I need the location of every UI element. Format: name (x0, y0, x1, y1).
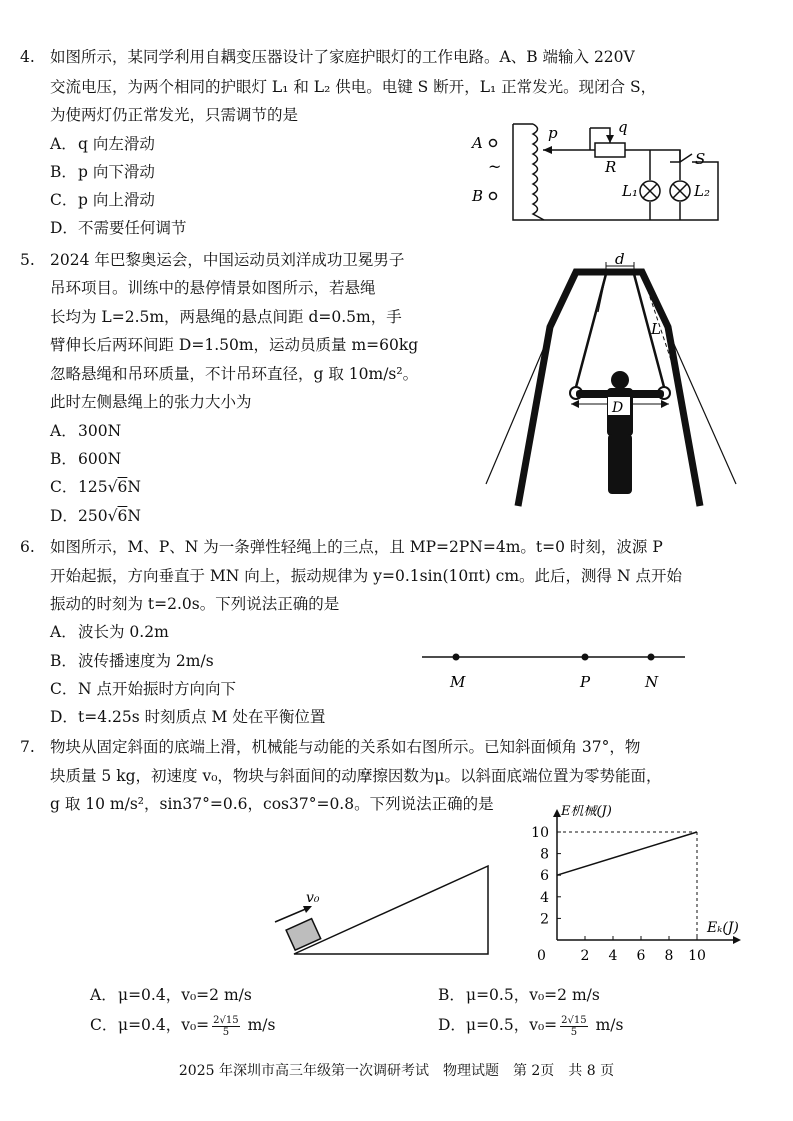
question-text-line: 振动的时刻为 t=2.0s。下列说法正确的是 (50, 595, 340, 613)
x-axis-arrow (733, 936, 741, 944)
option-a[interactable]: A．300N (50, 422, 122, 440)
option-a[interactable]: A．波长为 0.2m (50, 623, 169, 641)
question-number: 4. (20, 48, 35, 66)
energy-chart (505, 805, 760, 980)
page-footer: 2025 年深圳市高三年级第一次调研考试 物理试题 第 2页 共 8 页 (178, 1063, 615, 1079)
gymnast-head (611, 371, 629, 389)
label-s: S (695, 150, 706, 168)
x-tick-label: 6 (636, 948, 646, 964)
question-text-line: 物块从固定斜面的底端上滑，机械能与动能的关系如右图所示。已知斜面倾角 37°，物 (50, 738, 641, 756)
y-axis-label: E机械(J) (561, 805, 612, 819)
switch-s (680, 154, 692, 162)
option-d[interactable]: D．μ=0.5，v₀= $\frac{2√15}{5}$ m/s (438, 1014, 624, 1038)
point-n (648, 654, 655, 661)
gymnastics-rings-diagram (478, 252, 740, 510)
rope-left (576, 274, 606, 387)
question-number: 6. (20, 538, 35, 556)
y-tick-label: 2 (540, 911, 549, 928)
label-l1: L₁ (622, 182, 638, 200)
question-text-line: 此时左侧悬绳上的张力大小为 (50, 393, 252, 411)
question-text-line: 为使两灯仍正常发光，只需调节的是 (50, 106, 299, 124)
incline-diagram (270, 860, 500, 960)
terminal-a (490, 140, 497, 147)
x-tick-label: 2 (580, 948, 590, 964)
question-text-line: g 取 10 m/s²，sin37°=0.6，cos37°=0.8。下列说法正确的是 (50, 795, 494, 813)
option-b[interactable]: B．μ=0.5，v₀=2 m/s (438, 986, 600, 1004)
option-a[interactable]: A．μ=0.4，v₀=2 m/s (90, 986, 252, 1004)
option-d[interactable]: D．不需要任何调节 (50, 219, 187, 237)
gymnast-legs (608, 434, 632, 494)
lamp-l1-cross (643, 184, 657, 198)
label-p: p (548, 124, 558, 142)
question-text-line: 忽略悬绳和吊环质量，不计吊环直径，g 取 10m/s²。 (50, 365, 419, 383)
option-c[interactable]: C．125√6N (50, 478, 141, 496)
option-b[interactable]: B．600N (50, 450, 122, 468)
question-text-line: 如图所示，M、P、N 为一条弹性轻绳上的三点，且 MP=2PN=4m。t=0 时刻，波源 P (50, 538, 663, 556)
question-text-line: 吊环项目。训练中的悬停情景如图所示，若悬绳 (50, 279, 376, 297)
option-b[interactable]: B．波传播速度为 2m/s (50, 652, 214, 670)
option-a[interactable]: A．q 向左滑动 (50, 135, 155, 153)
label-q: q (618, 118, 628, 136)
lamp-l2-cross (673, 184, 687, 198)
question-text-line: 开始起振，方向垂直于 MN 向上，振动规律为 y=0.1sin(10πt) cm。此后，测得 N 点开始 (50, 567, 682, 585)
question-text-line: 2024 年巴黎奥运会，中国运动员刘洋成功卫冕男子 (50, 251, 405, 269)
rope-left-inner (598, 274, 606, 312)
point-p (582, 654, 589, 661)
option-c[interactable]: C．μ=0.4，v₀= $\frac{2√15}{5}$ m/s (90, 1014, 276, 1038)
transformer-circuit-diagram (460, 110, 730, 248)
point-m (453, 654, 460, 661)
question-number: 5. (20, 251, 35, 269)
label-d: d (615, 252, 625, 268)
block (286, 919, 321, 951)
y-tick-label: 4 (540, 889, 549, 906)
x-tick-label: 10 (688, 948, 706, 964)
terminal-b (490, 193, 497, 200)
series-line (557, 832, 697, 875)
x-tick-label: 4 (608, 948, 618, 964)
option-d[interactable]: D．t=4.25s 时刻质点 M 处在平衡位置 (50, 708, 326, 726)
velocity-arrow (275, 908, 308, 922)
question-text-line: 长均为 L=2.5m，两悬绳的悬点间距 d=0.5m，手 (50, 308, 402, 326)
x-tick-label: 8 (664, 948, 674, 964)
y-tick-label: 10 (531, 825, 549, 841)
option-c[interactable]: C．p 向上滑动 (50, 191, 155, 209)
arrow-d-left (571, 400, 579, 408)
question-text-line: 臂伸长后两环间距 D=1.50m，运动员质量 m=60kg (50, 336, 419, 354)
label-v0: v₀ (306, 890, 320, 906)
label-b: B (472, 187, 484, 205)
slider-p-arrow (543, 146, 552, 154)
incline-triangle (294, 866, 488, 954)
autotransformer-coil (533, 124, 544, 220)
x-axis-label: Eₖ(J) (707, 920, 739, 936)
label-l: L (651, 320, 661, 338)
label-d-arm: D (612, 400, 624, 416)
label-m: M (450, 673, 466, 691)
wire-r (625, 150, 680, 180)
label-n: N (645, 673, 659, 691)
elastic-rope-diagram (420, 645, 690, 693)
label-r: R (605, 158, 617, 176)
option-b[interactable]: B．p 向下滑动 (50, 163, 155, 181)
question-text-line: 如图所示，某同学利用自耦变压器设计了家庭护眼灯的工作电路。A、B 端输入 220V (50, 48, 635, 66)
slider-q-arrow (606, 135, 614, 143)
y-tick-label: 6 (540, 868, 549, 885)
rheostat-r (595, 143, 625, 157)
y-axis-arrow (553, 809, 561, 817)
arrow-d-right (661, 400, 669, 408)
label-p: P (580, 673, 591, 691)
question-text-line: 交流电压，为两个相同的护眼灯 L₁ 和 L₂ 供电。电键 S 断开，L₁ 正常发光。现闭合 S， (50, 78, 657, 96)
option-d[interactable]: D．250√6N (50, 507, 141, 525)
gymnast-figure (576, 371, 664, 494)
y-tick-label: 8 (540, 846, 549, 863)
label-a: A (472, 134, 483, 152)
question-number: 7. (20, 738, 35, 756)
question-text-line: 块质量 5 kg，初速度 v₀，物块与斜面间的动摩擦因数为μ。以斜面底端位置为零势能面， (50, 767, 662, 785)
origin-label: 0 (537, 948, 546, 964)
label-l2: L₂ (694, 182, 710, 200)
ac-symbol: ~ (488, 157, 502, 176)
option-c[interactable]: C．N 点开始振时方向向下 (50, 680, 236, 698)
